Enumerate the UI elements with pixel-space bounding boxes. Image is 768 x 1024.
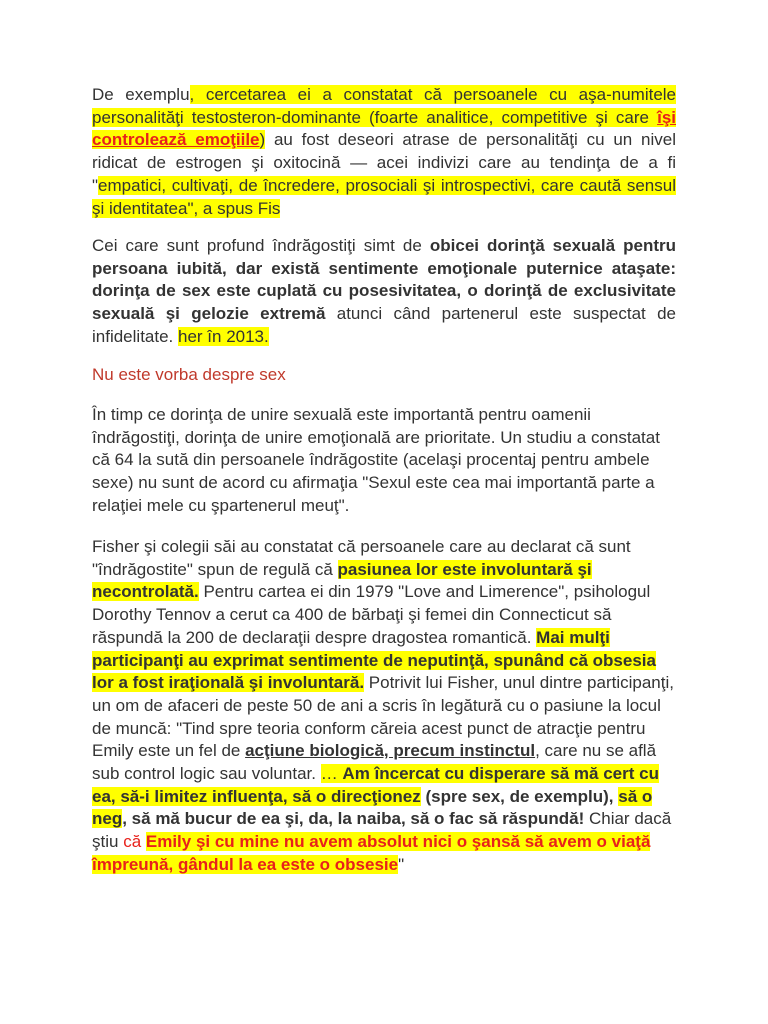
text-run: au fost deseori atrase de personalităţi cu un nivel ridicat de estrogen şi oxitocină — acei indivizi care au tendinţa de a fi " [92,130,676,195]
text-run: Fisher şi colegii săi au constatat că persoanele care au declarat că sunt "îndrăgostite" spun de regulă că [92,537,631,579]
emphasized-phrase: îşi controlează emoţiile [92,107,676,150]
text-run: , care nu se află sub control logic sau voluntar. [92,741,657,784]
section-heading: Nu este vorba despre sex [92,365,286,384]
paragraph-3: În timp ce dorinţa de unire sexuală este importantă pentru oamenii îndrăgostiţi, dorinţa de unire emoţională are prioritate. Un studiu a constatat că 64 la sută din persoanele îndrăgostite (acelaşi procentaj pentru ambele sexe) nu sunt de acord cu afirmaţia "Sexul este cea mai importantă parte a relaţiei mele cu şpartenerul meuţ". [92,405,660,515]
highlighted-text: , cercetarea ei a constatat că persoanele cu aşa-numitele personalităţi testosteron-dominante (foarte analitice, competitive şi care [92,85,677,127]
bold-text: , să mă bucur de ea şi, da, la naiba, să o fac să răspundă! [122,809,585,829]
bold-text: obicei dorinţă sexuală pentru persoana iubită, dar există sentimente emoţionale puternice ataşate: dorinţa de sex este cuplată cu posesivitatea, o dorinţă de exclusivitate sexuală şi gelozie extremă [92,236,676,324]
highlighted-bold-text: Mai mulţi participanţi au exprimat sentimente de neputinţă, spunând că obsesia lor a fost iraţională şi involuntară. [92,627,656,693]
text-run: Chiar dacă ştiu [92,809,672,852]
text-run: Cei care sunt profund îndrăgostiţi simt de [92,236,430,255]
text-run: atunci când partenerul este suspectat de infidelitate. [92,304,676,346]
highlighted-text: ) [259,130,266,150]
text-run: " [398,854,405,874]
highlighted-text: empatici, cultivaţi, de încredere, prosociali şi introspectivi, care caută sensul şi identitatea", a spus Fis [92,175,676,218]
underlined-bold-text: acţiune biologică, precum instinctul [245,741,536,761]
highlighted-bold-text: să o neg [92,786,653,829]
text-run: Pentru cartea ei din 1979 "Love and Limerence", psihologul Dorothy Tennov a cerut ca 400 de bărbaţi şi femei din Connecticut să răspundă la 200 de declaraţii despre dragostea romantică. [92,582,651,647]
text-run: Potrivit lui Fisher, unul dintre participanţi, un om de afaceri de peste 50 de ani a scris în legătură cu o pasiune la locul de muncă: "Tind spre teoria conform căreia acest punct de atracţie pentru Emily este un fel de [92,673,674,761]
paragraph-2 [92,235,676,349]
paragraph-1 [92,84,676,220]
highlighted-text: her în 2013. [178,326,269,346]
highlighted-red-bold-text: Emily şi cu mine nu avem absolut nici o şansă să avem o viaţă împreună, gândul la ea este o obsesie [92,832,651,874]
red-text: că [123,832,146,852]
paragraph-4 [92,536,676,877]
text-run: De exemplu [92,85,190,104]
highlighted-bold-text: pasiunea lor este involuntară şi necontrolată. [92,559,592,602]
highlighted-bold-text: Am încercat cu disperare să mă cert cu ea, să-i limitez influenţa, să o direcţionez [92,764,659,806]
bold-text: (spre sex, de exemplu), [420,786,619,806]
highlighted-text: … [320,764,343,784]
